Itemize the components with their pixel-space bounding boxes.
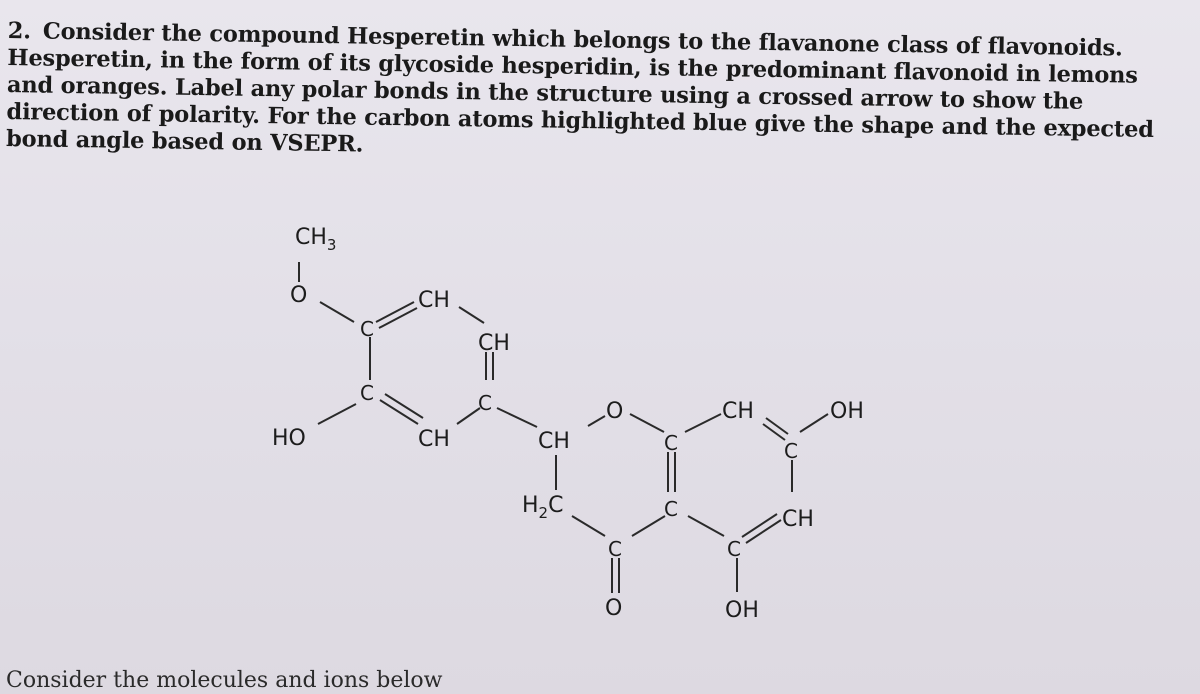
label-ch-lower: CH bbox=[418, 427, 450, 452]
bond-ccarbonyl-cf bbox=[632, 516, 665, 536]
bond-chartop-cg-2 bbox=[766, 418, 788, 434]
question-number: 2. bbox=[7, 18, 32, 45]
label-ho-left: HO bbox=[272, 426, 306, 451]
bond-o-ca bbox=[320, 302, 354, 322]
label-oh-bottom: OH bbox=[725, 598, 759, 623]
bond-ce-chartop bbox=[685, 414, 721, 432]
label-c-g: C bbox=[784, 439, 798, 463]
bond-cd-chcenter bbox=[497, 408, 537, 427]
bond-h2c-ccarbonyl bbox=[572, 516, 605, 536]
label-o-carbonyl: O bbox=[605, 596, 623, 621]
label-c-carbonyl: C bbox=[608, 537, 622, 561]
bond-ho-cb bbox=[318, 404, 356, 424]
label-c-a: C bbox=[360, 317, 374, 341]
label-c-d: C bbox=[478, 391, 492, 415]
bond-chcenter-oring bbox=[588, 416, 605, 426]
label-oh-right: OH bbox=[830, 399, 864, 424]
label-c-b: C bbox=[360, 381, 374, 405]
label-ch-ar-right: CH bbox=[782, 507, 814, 532]
bond-chartop-cg-1 bbox=[763, 424, 785, 440]
label-o-methoxy: O bbox=[290, 283, 308, 308]
label-c-e: C bbox=[664, 431, 678, 455]
label-ch-top: CH bbox=[418, 288, 450, 313]
bond-cg-oh bbox=[800, 414, 828, 432]
label-h2c: $H_2C$ bbox=[522, 493, 564, 522]
bond-cd-chlower bbox=[457, 408, 480, 424]
footer-question-text: Consider the molecules and ions below bbox=[6, 668, 443, 693]
bond-cf-ch bbox=[688, 516, 724, 536]
label-c-f: C bbox=[664, 497, 678, 521]
label-c-h: C bbox=[727, 537, 741, 561]
bond-oring-ce bbox=[630, 414, 664, 432]
label-o-ring: O bbox=[606, 399, 624, 424]
label-ch-ar-top: CH bbox=[722, 399, 754, 424]
label-ch-center: CH bbox=[538, 429, 570, 454]
bond-chtop-chright bbox=[459, 307, 484, 323]
question-body: Consider the compound Hesperetin which belongs to the flavanone class of flavonoids. Hesperetin, in the form of its glycoside hesperidin, is the predominant flavonoid in lemons and oranges. Label any polar bonds in the structure using a crossed arrow to show the direction of polarity. For the carbon atoms highlighted blue give the shape and the expected bond angle based on VSEPR. bbox=[5, 18, 1154, 158]
label-ch-right: CH bbox=[478, 331, 510, 356]
label-ch3: $CH_3$ bbox=[295, 225, 337, 254]
